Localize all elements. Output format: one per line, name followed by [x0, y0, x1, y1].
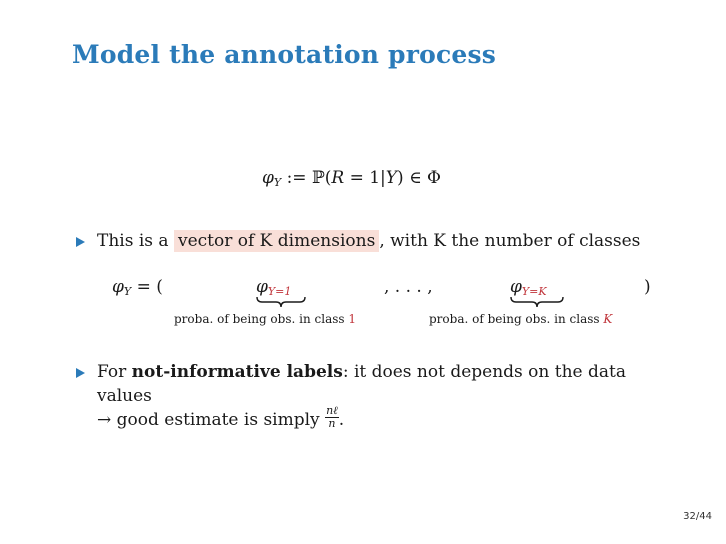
- component-K-sub: Y=K: [521, 285, 547, 298]
- bullet1-text: [97, 231, 640, 251]
- vector-close: ): [644, 277, 651, 297]
- bullet-marker-icon: [76, 237, 85, 247]
- bullet2-arrow-text: → good estimate is simply: [97, 410, 326, 430]
- vector-phi-sub: Y: [123, 285, 132, 298]
- label-1-text: proba. of being obs. in class: [174, 312, 349, 326]
- formula-eq: = 1|: [344, 168, 386, 188]
- definition-formula: [262, 168, 441, 189]
- label-K-text: proba. of being obs. in class: [429, 312, 604, 326]
- bullet2-line1: [97, 362, 626, 382]
- phi-subscript: Y: [273, 176, 282, 189]
- page-number: 32/44: [683, 511, 712, 522]
- vector-phi: φ: [112, 277, 124, 297]
- vector-lhs: [112, 277, 163, 298]
- formula-rest: ) ∈ Φ: [397, 168, 441, 188]
- bullet1-highlight: vector of K dimensions: [174, 230, 379, 252]
- vector-dots: , . . . ,: [384, 277, 433, 297]
- component-1-sub: Y=1: [267, 285, 292, 298]
- bullet2-line3: [97, 404, 345, 430]
- bullet2-post: : it does not depends on the data: [342, 362, 627, 382]
- formula-Y: Y: [385, 168, 398, 188]
- bullet2-period: .: [338, 410, 345, 430]
- bullet1-post: , with K the number of classes: [379, 231, 641, 251]
- underbrace-1: [256, 296, 306, 308]
- fraction: [325, 405, 339, 430]
- label-class-1: [174, 312, 356, 326]
- bullet1-pre: This is a: [97, 231, 174, 251]
- phi-symbol: φ: [262, 168, 274, 188]
- label-class-K: [429, 312, 612, 326]
- slide-title: Model the annotation process: [72, 40, 497, 69]
- component-1: [256, 277, 291, 298]
- label-K-num: K: [603, 312, 613, 326]
- bullet2-bold: not-informative labels: [131, 362, 343, 382]
- underbrace-K: [510, 296, 564, 308]
- bullet2-line2: values: [97, 386, 152, 406]
- component-1-phi: φ: [256, 277, 268, 297]
- bullet-marker-icon: [76, 368, 85, 378]
- component-K: [510, 277, 547, 298]
- fraction-numerator: nℓ: [326, 404, 338, 417]
- vector-open: = (: [131, 277, 163, 297]
- formula-R: R: [331, 168, 345, 188]
- label-1-num: 1: [348, 312, 356, 326]
- fraction-denominator: n: [328, 417, 336, 430]
- bullet2-pre: For: [97, 362, 132, 382]
- formula-assign: := ℙ(: [281, 168, 332, 188]
- component-K-phi: φ: [510, 277, 522, 297]
